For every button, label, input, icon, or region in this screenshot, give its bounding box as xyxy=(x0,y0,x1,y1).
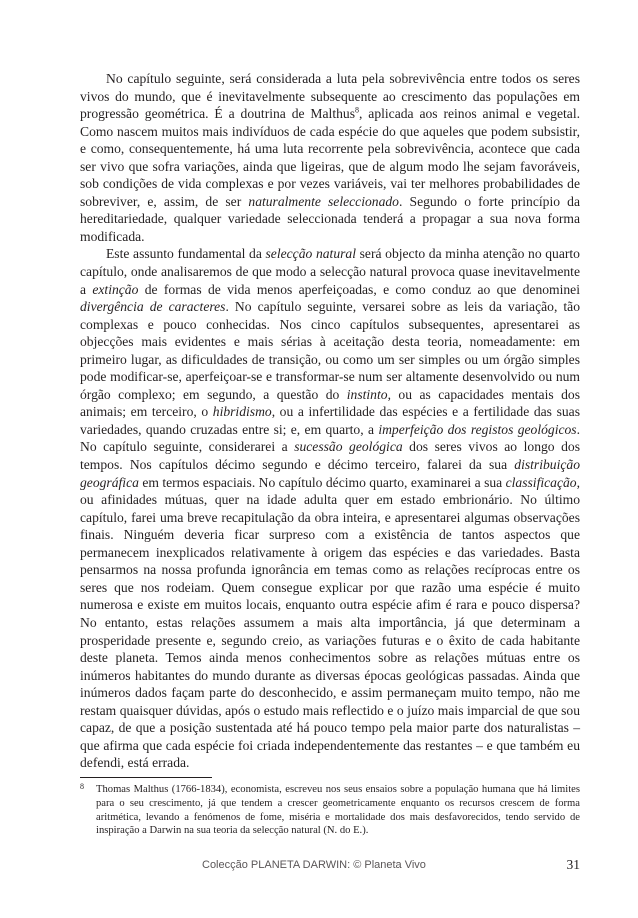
emphasis: selecção natural xyxy=(265,246,356,262)
emphasis: divergência de caracteres xyxy=(80,299,226,315)
text-run: dos seres vivos ao longo dos tempos. Nos capítulos décimo segundo e décimo terceiro, falarei da sua xyxy=(80,439,580,473)
paragraph-book-outline xyxy=(80,245,580,771)
footnote xyxy=(80,783,580,838)
emphasis: classificação xyxy=(505,474,577,490)
text-run: No capítulo seguinte, será considerada a luta pela sobrevivência entre todos os seres vivos do mundo, que é inevitavelmente subsequente ao crescimento das populações em progressão geométrica. É a doutrina de Malthus xyxy=(80,71,580,122)
text-run: , ou a infertilidade das espécies e a fertilidade das suas variedades, quando cruzadas entre si; e, em quarto, a xyxy=(80,404,580,437)
footer-credit: Colecção PLANETA DARWIN: © Planeta Vivo xyxy=(202,859,426,871)
text-run: , ou afinidades mútuas, quer na idade adulta quer em estado embrionário. No último capítulo, farei uma breve recapitulação da obra inteira, e apresentarei algumas observações finais. Ninguém deveria ficar surpreso com a existência de tantos aspectos que permanecem inexplicados relativamente à origem das espécies e das variedades. Basta pensarmos na nossa profunda ignorância em temas como as relações recíprocas entre os seres que nos rodeiam. Quem consegue explicar por que razão uma espécie é muito numerosa e existe em muitos locais, enquanto outra espécie afim é rara e pouco dispersa? No entanto, estas relações assumem a mais alta importância, já que determinam a prosperidade presente e, segundo creio, as variações futuras e o êxito de cada habitante deste planeta. Temos ainda menos conhecimentos sobre as relações mútuas entre os inúmeros habitantes do mundo durante as diversas épocas geológicas passadas. Ainda que inúmeros dados façam parte do desconhecido, e assim permaneçam muito tempo, não me restam quaisquer dúvidas, após o estudo mais reflectido e o juízo mais imparcial de que sou capaz, de que a posição sustentada até há pouco tempo pela maior parte dos naturalistas – que afirma que cada espécie foi criada independentemente das restantes – e que também eu defendi, está errada. xyxy=(80,474,580,771)
footnote-number: 8 xyxy=(80,782,84,791)
emphasis: instinto xyxy=(346,386,388,402)
emphasis: distribuição geográfica xyxy=(80,457,580,490)
text-run: de formas de vida menos aperfeiçoadas, e como conduz ao que denominei xyxy=(138,281,580,297)
text-run: . No capítulo seguinte, considerarei a xyxy=(80,421,580,455)
text-run: será objecto da minha atenção no quarto capítulo, onde analisaremos de que modo a selecção natural provoca quase inevitavelmente a xyxy=(80,246,580,297)
footnote-reference: 8 xyxy=(355,105,359,115)
emphasis: sucessão geológica xyxy=(294,439,403,455)
text-run: , ou as capacidades mentais dos animais; em terceiro, o xyxy=(80,386,580,420)
text-run: . Segundo o forte princípio da hereditariedade, qualquer variedade seleccionada tenderá a propagar a sua nova forma modificada. xyxy=(80,193,580,244)
main-text xyxy=(80,70,580,772)
paragraph-struggle-for-existence xyxy=(80,70,580,245)
emphasis: hibridismo xyxy=(212,404,272,420)
text-run: em termos espaciais. No capítulo décimo quarto, examinarei a sua xyxy=(138,474,506,490)
text-run: , aplicada aos reinos animal e vegetal. Como nascem muitos mais indivíduos de cada espécie do que aqueles que podem subsistir, e como, consequentemente, há uma luta recorrente pela sobrevivência, acontece que cada ser vivo que sofra variações, ainda que ligeiras, que de algum modo lhe sejam favoráveis, sob condições de vida complexas e por vezes variáveis, vai ter melhores probabilidades de sobreviver, e, assim, de ser xyxy=(80,106,580,209)
text-run: Este assunto fundamental da xyxy=(106,246,266,262)
page-number: 31 xyxy=(566,857,580,872)
emphasis: imperfeição dos registos geológicos xyxy=(378,421,577,437)
text-run: . No capítulo seguinte, versarei sobre as leis da variação, tão complexas e pouco conhecidas. Nos cinco capítulos subsequentes, apresentarei as objecções mais evidentes e mais sérias à aceitação desta teoria, nomeadamente: em primeiro lugar, as dificuldades de transição, ou como um ser simples ou um órgão simples pode modificar-se, aperfeiçoar-se e transformar-se num ser altamente desenvolvido ou num órgão complexo; em segundo, a questão do xyxy=(80,299,580,402)
emphasis: extinção xyxy=(92,281,139,297)
emphasis: naturalmente seleccionado xyxy=(248,193,399,209)
footnote-text: Thomas Malthus (1766-1834), economista, escreveu nos seus ensaios sobre a população humana que há limites para o seu crescimento, já que tendem a crescer geometricamente enquanto os recursos crescem de forma aritmética, levando a fenómenos de fome, miséria e mortalidade dos mais desfavorecidos, tendo servido de inspiração a Darwin na sua teoria da selecção natural (N. do E.). xyxy=(96,784,580,837)
footnote-divider xyxy=(80,777,212,778)
